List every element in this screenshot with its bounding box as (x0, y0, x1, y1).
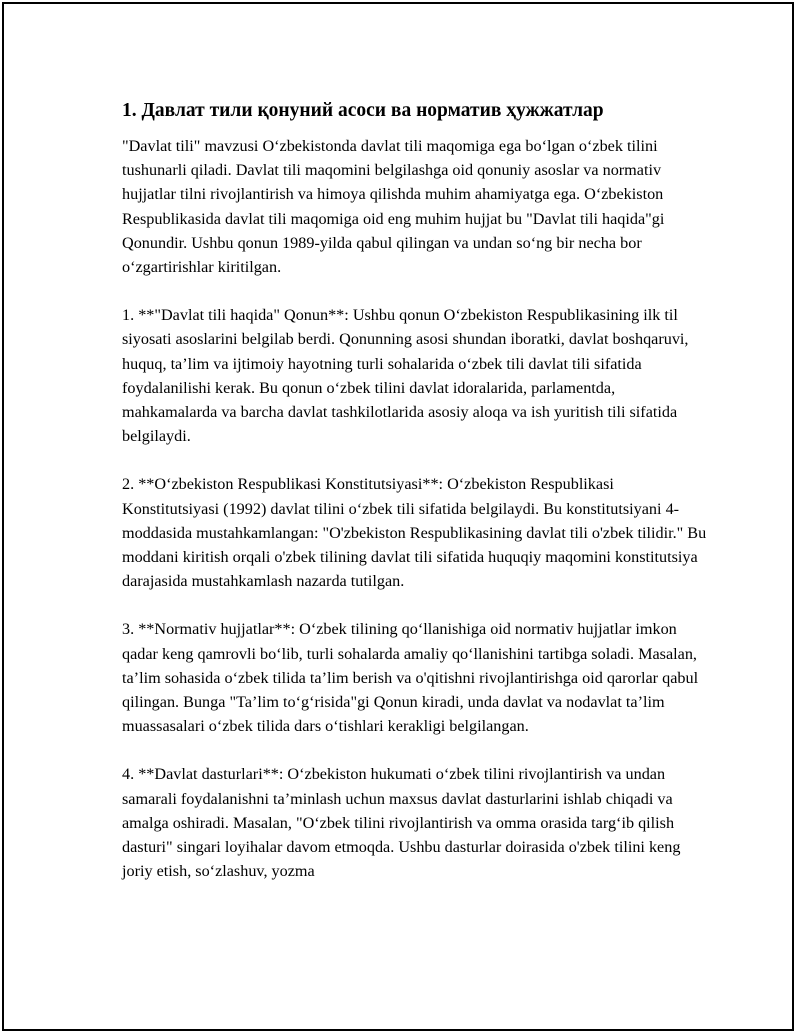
paragraph-normative-documents: 3. **Normativ hujjatlar**: O‘zbek tilining qo‘llanishiga oid normativ hujjatlar imkon qadar keng qamrovli bo‘lib, turli sohalarda amaliy qo‘llanishini tartibga soladi. Masalan, ta’lim sohasida o‘zbek tilida ta’lim berish va o'qitishni rivojlantirishga oid qarorlar qabul qilingan. Bunga "Ta’lim to‘g‘risida"gi Qonun kiradi, unda davlat va nodavlat ta’lim muassasalari o‘zbek tilida dars o‘tishlari kerakligi belgilangan. (122, 620, 699, 736)
paragraph-state-programs: 4. **Davlat dasturlari**: O‘zbekiston hukumati o‘zbek tilini rivojlantirish va undan samarali foydalanishni ta’minlash uchun maxsus davlat dasturlarini ishlab chiqadi va amalga oshiradi. Masalan, "O‘zbek tilini rivojlantirish va omma orasida targ‘ib qilish dasturi" singari loyihalar davom etmoqda. Ushbu dasturlar doirasida o'zbek tilini keng joriy etish, so‘zlashuv, yozma (122, 765, 681, 881)
paragraph-constitution: 2. **O‘zbekiston Respublikasi Konstitutsiyasi**: O‘zbekiston Respublikasi Konstitutsiyasi (1992) davlat tilini o‘zbek tili sifatida belgilaydi. Bu konstitutsiyani 4-moddasida mustahkamlangan: "O'zbekiston Respublikasining davlat tili o'zbek tilidir." Bu moddani kiritish orqali o'zbek tilining davlat tili sifatida huquqiy maqomini konstitutsiya darajasida mustahkamlash nazarda tutilgan. (122, 475, 707, 591)
document-body (122, 98, 712, 907)
page-frame (2, 2, 794, 1031)
paragraph-language-law: 1. **"Davlat tili haqida" Qonun**: Ushbu qonun O‘zbekiston Respublikasining ilk til siyosati asoslarini belgilab berdi. Qonunning asosi shundan iboratki, davlat boshqaruvi, huquq, ta’lim va ijtimoiy hayotning turli sohalarida o‘zbek tili davlat tili sifatida foydalanilishi kerak. Bu qonun o‘zbek tilini davlat idoralarida, parlamentda, mahkamalarda va barcha davlat tashkilotlarida asosiy aloqa va ish yuritish tili sifatida belgilaydi. (122, 306, 689, 446)
section-heading: 1. Давлат тили қонуний асоси ва норматив ҳужжатлар (122, 100, 604, 121)
intro-paragraph: "Davlat tili" mavzusi O‘zbekistonda davlat tili maqomiga ega bo‘lgan o‘zbek tilini tushunarli qiladi. Davlat tili maqomini belgilashga oid qonuniy asoslar va normativ hujjatlar tilni rivojlantirish va himoya qilishda muhim ahamiyatga ega. O‘zbekiston Respublikasida davlat tili maqomiga oid eng muhim hujjat bu "Davlat tili haqida"gi Qonundir. Ushbu qonun 1989-yilda qabul qilingan va undan so‘ng bir necha bor o‘zgartirishlar kiritilgan. (122, 137, 665, 277)
